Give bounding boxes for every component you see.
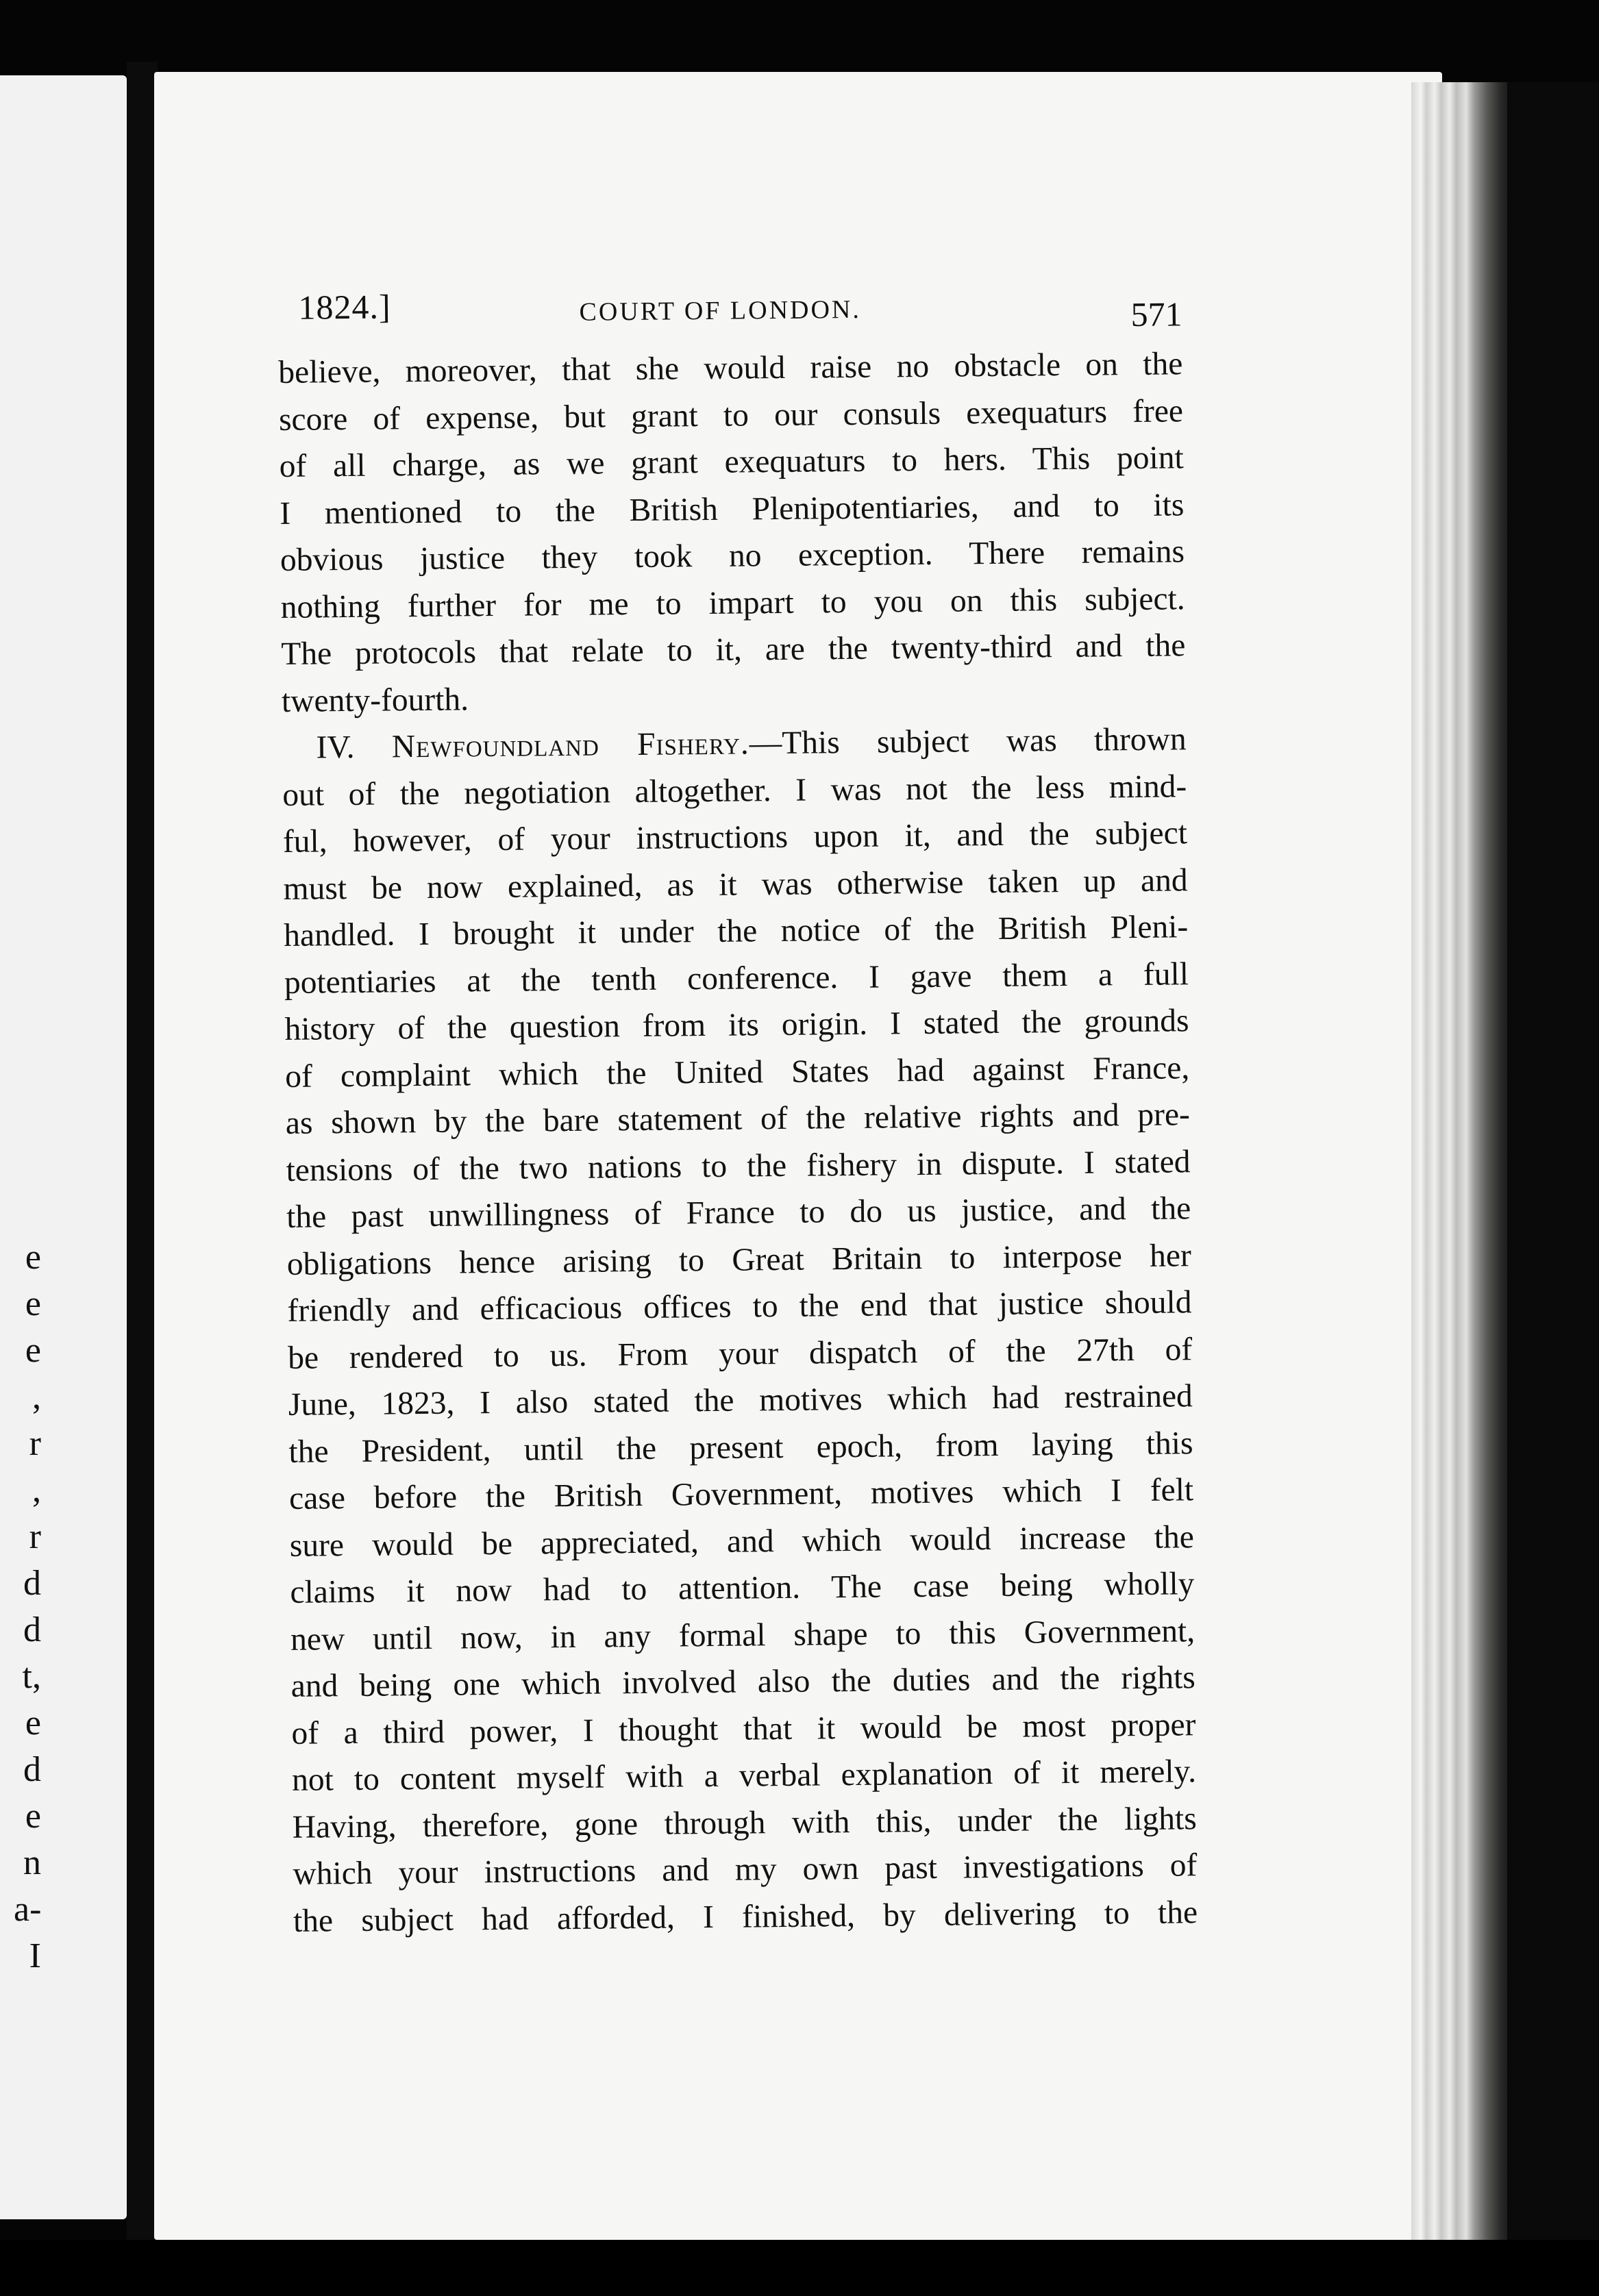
paragraph-2-line: case before the British Government, motives which I felt (288, 1472, 1194, 1517)
paragraph-2-line: out of the negotiation altogether. I was not the less mind- (282, 768, 1187, 813)
section-heading: Newfoundland Fishery. (391, 725, 749, 765)
paragraph-2-line: must be now explained, as it was otherwise taken up and (283, 862, 1188, 907)
paragraph-2-line: obligations hence arising to Great Britain to interpose her (286, 1237, 1192, 1282)
paragraph-2-line: as shown by the bare statement of the relative rights and pre- (285, 1097, 1191, 1141)
running-head (277, 265, 1182, 349)
paragraph-2-first-line-text: —This subject was thrown (749, 721, 1187, 762)
paragraph-1-line: score of expense, but grant to our consuls exequaturs free (278, 392, 1184, 438)
book-gutter (127, 62, 158, 2240)
paragraph-2-line: new until now, in any formal shape to this Government, (290, 1612, 1195, 1658)
page-edges (1411, 82, 1514, 2240)
left-page-text-fragments (0, 1240, 41, 2096)
left-page-fragment: r (29, 1424, 41, 1463)
left-page-fragment: n (23, 1843, 41, 1882)
paragraph-1-line: believe, moreover, that she would raise no obstacle on the (278, 346, 1183, 390)
left-page-fragment: e (25, 1797, 41, 1836)
left-page-fragment: e (25, 1704, 41, 1743)
paragraph-2-line: handled. I brought it under the notice of the British Pleni- (284, 909, 1189, 953)
paragraph-2-line: the subject had afforded, I finished, by delivering to the (293, 1894, 1198, 1939)
paragraph-2-line: June, 1823, I also stated the motives which had restrained (288, 1378, 1193, 1423)
paragraph-2-line: potentiaries at the tenth conference. I gave them a full (284, 956, 1189, 1001)
paragraph-1-line: nothing further for me to impart to you on this subject. (280, 580, 1185, 625)
paragraph-2-line: friendly and efficacious offices to the end that justice should (287, 1284, 1192, 1329)
left-page-fragment: d (23, 1564, 41, 1603)
edge-shadow (1507, 82, 1599, 2247)
left-page-fragment: d (23, 1610, 41, 1649)
left-facing-page (0, 75, 127, 2219)
paragraph-2-line: Having, therefore, gone through with this, under the lights (292, 1800, 1197, 1845)
paragraph-2-line: which your instructions and my own past investigations of (293, 1847, 1198, 1892)
paragraph-2-line: ful, however, of your instructions upon it, and the subject (282, 815, 1188, 860)
paragraph-1-line: of all charge, as we grant exequaturs to hers. This point (279, 440, 1184, 484)
left-page-fragment: , (32, 1471, 41, 1510)
paragraph-2 (282, 716, 1198, 1945)
paragraph-2-line: be rendered to us. From your dispatch of the 27th of (287, 1331, 1193, 1376)
left-page-fragment: e (25, 1238, 41, 1277)
paragraph-2-line: claims it now had to attention. The case being wholly (290, 1566, 1195, 1610)
section-number: IV. (316, 729, 355, 766)
left-page-fragment: t, (22, 1657, 41, 1696)
paragraph-2-line: history of the question from its origin. I stated the grounds (284, 1003, 1189, 1047)
paragraph-1-line: The protocols that relate to it, are the twenty-third and the (281, 627, 1186, 672)
left-page-fragment: d (23, 1750, 41, 1789)
left-page-fragment: e (25, 1331, 41, 1370)
paragraph-2-line: of complaint which the United States had against France, (284, 1049, 1190, 1095)
page-number: 571 (1130, 295, 1182, 334)
paragraph-2-first-line (282, 716, 1187, 771)
paragraph-2-line: of a third power, I thought that it would be most proper (291, 1706, 1196, 1751)
paragraph-2-line: the President, until the present epoch, from laying this (288, 1425, 1193, 1470)
paragraph-2-line: tensions of the two nations to the fishery in dispute. I stated (286, 1143, 1191, 1188)
paragraph-1-line: I mentioned to the British Plenipotentiaries, and to its (280, 486, 1185, 532)
paragraph-2-line: the past unwillingness of France to do us justice, and the (286, 1190, 1191, 1235)
bottom-shadow (0, 2240, 1599, 2296)
paragraph-2-line: not to content myself with a verbal explanation of it merely. (291, 1754, 1197, 1798)
paragraph-1 (278, 340, 1186, 725)
left-page-fragment: , (32, 1377, 41, 1417)
paragraph-2-line: sure would be appreciated, and which would increase the (289, 1519, 1195, 1564)
left-page-fragment: I (29, 1936, 41, 1975)
left-page-fragment: e (25, 1284, 41, 1323)
running-head-title: COURT OF LONDON. (579, 295, 862, 327)
page-text-block (277, 265, 1198, 1945)
running-head-year: 1824.] (298, 287, 391, 327)
left-page-fragment: r (29, 1517, 41, 1556)
paragraph-2-line: and being one which involved also the duties and the rights (290, 1660, 1195, 1704)
paragraph-1-line: obvious justice they took no exception. There remains (280, 534, 1185, 578)
paragraph-1-line: twenty-fourth. (281, 681, 469, 719)
left-page-fragment: a- (14, 1890, 42, 1929)
